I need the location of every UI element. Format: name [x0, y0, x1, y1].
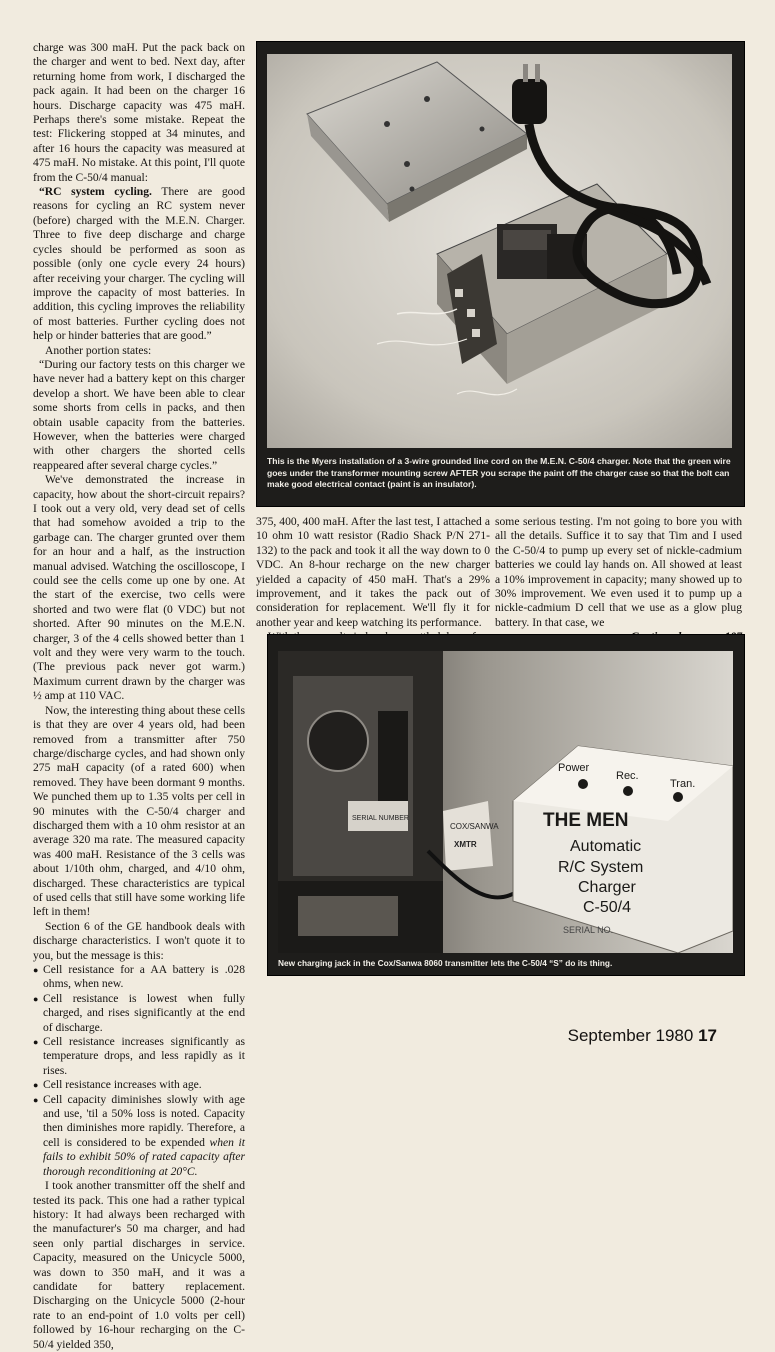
photo-image — [278, 651, 734, 953]
photo-caption: This is the Myers installation of a 3-wire grounded line cord on the M.E.N. C-50/4 charger. Note that the green wire goes under the transformer mounting screw AFTER you scrape the paint off the charger case so that the bolt can make good electrical contact (paint is an insulator). — [267, 456, 731, 489]
quote-heading: “RC system cycling. — [39, 185, 152, 199]
charger-text: Automatic — [570, 838, 642, 855]
bullet-item — [33, 1093, 245, 1179]
serial-label: SERIAL NO. — [563, 925, 614, 935]
tran-label: Tran. — [670, 778, 696, 790]
paragraph: Now, the interesting thing about these cells is that they are over 4 years old, had been removed from a transmitter after 750 charge/discharge cycles, and had shown only 275 maH capacity (of a rated 600) when removed. They have been dormant 9 months. We punched them up to 1.35 volts per cell in 90 minutes with the C-50/4 charger and discharged them with a 10 ohm resistor at an average 320 ma rate. The measured capacity was 400 maH. Resistance of the 3 cells was about 1/10th ohm, charged, and 4/10 ohm, discharged. These characteristics are typical of used cells that still have some working life left in them! — [33, 703, 245, 919]
paragraph: Section 6 of the GE handbook deals with discharge characteristics. I won't quote it to you, but the message is this: — [33, 919, 245, 962]
article-column-3 — [495, 515, 742, 645]
rec-label: Rec. — [616, 770, 639, 782]
photo-charger-interior — [256, 41, 745, 507]
paragraph: some serious testing. I'm not going to bore you with all the details. Suffice it to say that Tim and I used the C-50/4 to pump up every set of nickle-cadmium batteries we could lay hands on. All showed at least a 10% improvement in capacity; many showed up to 30% improvement. We even used it to pump up a nickle-cadmium D cell that we use as a glow plug battery. In that case, we — [495, 515, 742, 629]
photo-transmitter-charger — [267, 634, 745, 976]
photo-caption: New charging jack in the Cox/Sanwa 8060 transmitter lets the C-50/4 “S” do its thing. — [278, 958, 613, 968]
manual-quote-shorts: “During our factory tests on this charger we have never had a battery kept on this charger develop a short. We have been able to clear some shorts from cells in packs, and then obtain usable capacity from the batteries. However, when the batteries were charged with other chargers the shorted cells reappeared after several charge cycles.” — [33, 357, 245, 472]
paragraph: I took another transmitter off the shelf and tested its pack. This one had a rather typical history: It had always been recharged with the manufacturer's 50 ma charger, and had seen only partial discharges in service. Capacity, measured on the Unicycle 5000, was down to 350 maH, and it was a candidate for battery replacement. Discharging on the Unicycle 5000 (2-hour rate to an end-point of 1.0 volts per cell) followed by 16-hour recharging on the C-50/4 yielded 350, — [33, 1179, 245, 1351]
article-column-1 — [33, 41, 245, 1352]
paragraph: 375, 400, 400 maH. After the last test, I attached a 10 ohm 10 watt resistor (Radio Shack P/N 271-132) to the pack and took it all the way down to 0 VDC. An 8-hour recharge on the new charger yielded a capacity of 450 maH. That's a 29% improvement, and it takes the pack out of consideration for replacement. We'll fly it for another year and keep watching its performance. — [256, 515, 490, 629]
issue-date: September 1980 — [567, 1026, 694, 1045]
page-footer — [568, 1026, 717, 1046]
article-column-2 — [256, 515, 490, 645]
bullet-item: ● Cell resistance increases with age. — [33, 1078, 245, 1092]
bullet-text: Cell capacity diminishes slowly with age and use, 'til a 50% loss is noted. Capacity then diminishes more rapidly. Therefore, a cell is considered to be expended — [43, 1092, 245, 1149]
brand-label: THE MEN — [543, 810, 629, 831]
paragraph: Another portion states: — [45, 343, 152, 357]
photo-image — [267, 54, 734, 448]
quote-body: There are good reasons for cycling an RC system never (before) charged with the M.E.N. Charger. Three to five deep discharge and charge cycles should be performed as soon as possible (only one cycle every 24 hours) after receiving your charger. The cycling will improve the capacity of most batteries. In addition, this cycling improves the reliability of most batteries. Further cycling does not help or hinder batteries that are good.” — [33, 185, 246, 343]
power-label: Power — [558, 762, 590, 774]
manual-quote-cycling — [33, 185, 245, 343]
bullet-emphasis: when it fails to exhibit 50% of rated capacity after thorough reconditioning at 20°C. — [43, 1135, 245, 1178]
charger-interior-photo — [267, 54, 732, 448]
charger-text: Charger — [578, 879, 636, 896]
serial-label: SERIAL NUMBER — [352, 815, 409, 822]
paragraph: charge was 300 maH. Put the pack back on the charger and went to bed. Next day, after returning home from work, I discharged the pack again. It had been on the charger 16 hours. Discharge capacity was 475 maH. Perhaps there's some mistake. Repeat the test: Flickering stopped at 34 minutes, and after 16 hours the capacity was measured at 475 maH. No mistake. At this point, I'll quote from the C-50/4 manual: — [33, 41, 245, 184]
transmitter-charger-photo — [278, 651, 733, 953]
paragraph: We've demonstrated the increase in capacity, how about the short-circuit repairs? I took out a very old, very dead set of cells that had somehow avoided a trip to the garbage can. The charger grunted over them for an hour and a half, as the instruction manual advised. Watching the oscilloscope, I could see the cells come up one by one. At the start of the exercise, two cells were shorted and two were flat (0 VDC) but not shorted. After 90 minutes on the M.E.N. charger, 3 of the 4 cells showed better than 1 volt and they were very warm to the touch. (The previous pack never got warm.) Maximum current drawn by the charger was ½ amp at 110 VAC. — [33, 473, 245, 703]
bullet-list — [33, 963, 245, 1179]
charger-text: R/C System — [558, 859, 644, 876]
bullet-item: ● Cell resistance for a AA battery is .028 ohms, when new. — [33, 963, 245, 992]
charger-model: C-50/4 — [583, 899, 632, 916]
page-number: 17 — [698, 1026, 717, 1045]
tag-text: XMTR — [454, 840, 477, 849]
tag-text: COX/SANWA — [450, 822, 499, 831]
bullet-item: ● Cell resistance increases significantly as temperature drops, and less rapidly as it rises. — [33, 1035, 245, 1078]
bullet-item: ● Cell resistance is lowest when fully charged, and rises significantly at the end of discharge. — [33, 992, 245, 1035]
